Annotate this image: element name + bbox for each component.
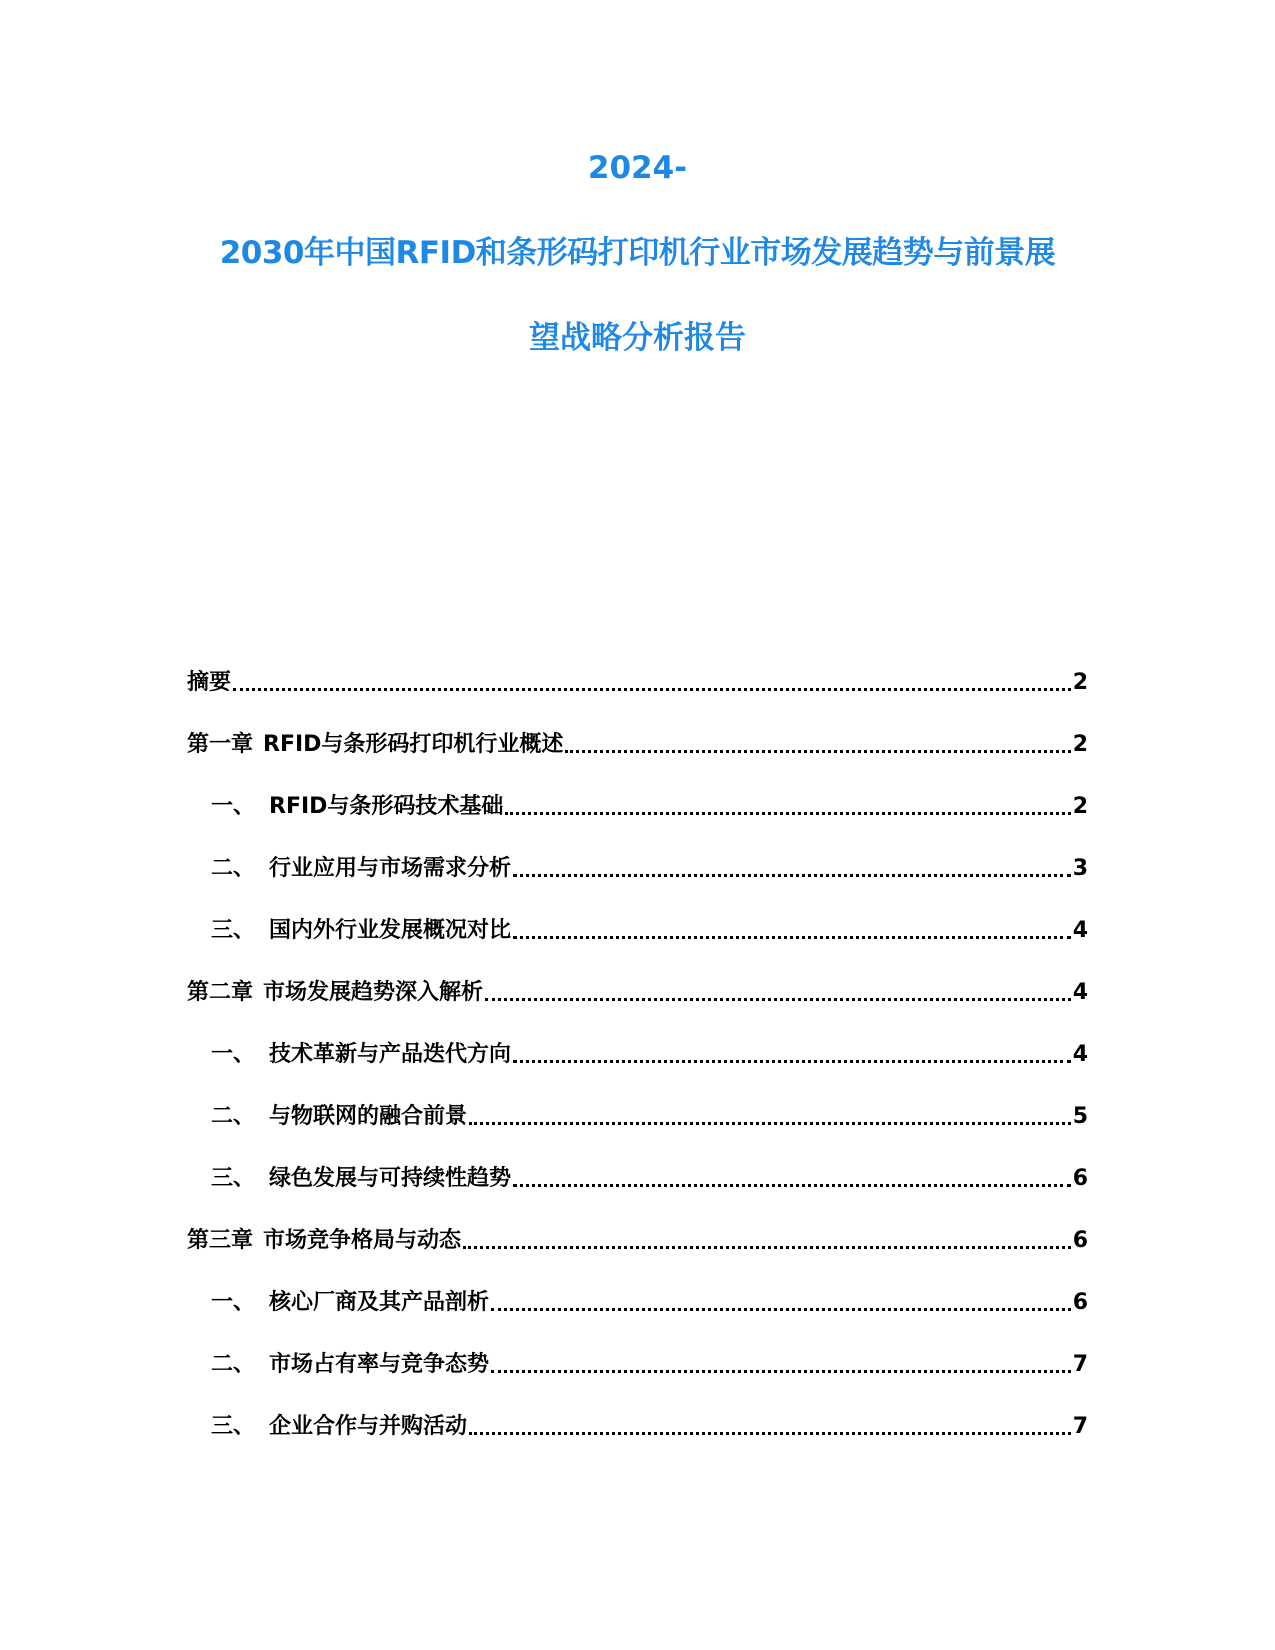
toc-section-number: 三、: [211, 1414, 256, 1439]
toc-page-number: 7: [1072, 1352, 1088, 1377]
toc-chapter-number: 第一章: [187, 732, 254, 757]
toc-leader-dots: [463, 1246, 1071, 1249]
toc-chapter-number: 第二章: [187, 980, 254, 1005]
toc-entry-abstract[interactable]: [187, 668, 1088, 698]
toc-page-number: 6: [1072, 1290, 1088, 1315]
toc-page-number: 6: [1072, 1228, 1088, 1253]
toc-entry-title: 市场发展趋势深入解析: [263, 980, 484, 1005]
toc-leader-dots: [485, 998, 1071, 1001]
toc-page-number: 2: [1072, 794, 1088, 819]
toc-entry-chapter[interactable]: [187, 1226, 1088, 1256]
toc-entry-title: 绿色发展与可持续性趋势: [269, 1166, 512, 1191]
toc-entry-title: 摘要: [187, 670, 232, 695]
toc-leader-dots: [491, 1370, 1071, 1373]
toc-section-number: 一、: [211, 794, 256, 819]
toc-leader-dots: [233, 688, 1071, 691]
toc-page-number: 3: [1072, 856, 1088, 881]
toc-section-number: 二、: [211, 1352, 256, 1377]
toc-section-number: 三、: [211, 1166, 256, 1191]
toc-page-number: 4: [1072, 980, 1088, 1005]
toc-entry-section[interactable]: [211, 792, 1088, 822]
toc-entry-chapter[interactable]: [187, 978, 1088, 1008]
toc-page-number: 4: [1072, 1042, 1088, 1067]
document-title: [0, 148, 1275, 359]
toc-entry-section[interactable]: [211, 1288, 1088, 1318]
title-line: 2030年中国RFID和条形码打印机行业市场发展趋势与前景展: [219, 235, 1056, 271]
toc-leader-dots: [469, 1122, 1071, 1125]
toc-page-number: 7: [1072, 1414, 1088, 1439]
toc-leader-dots: [513, 1060, 1071, 1063]
toc-page-number: 4: [1072, 918, 1088, 943]
toc-entry-section[interactable]: [211, 854, 1088, 884]
toc-leader-dots: [513, 936, 1071, 939]
toc-page-number: 6: [1072, 1166, 1088, 1191]
toc-entry-title: 企业合作与并购活动: [269, 1414, 468, 1439]
toc-entry-title: 行业应用与市场需求分析: [269, 856, 512, 881]
toc-entry-section[interactable]: [211, 1412, 1088, 1442]
title-line: 望战略分析报告: [529, 320, 746, 356]
toc-leader-dots: [513, 874, 1071, 877]
toc-page-number: 5: [1072, 1104, 1088, 1129]
toc-entry-section[interactable]: [211, 1350, 1088, 1380]
toc-entry-chapter[interactable]: [187, 730, 1088, 760]
title-line: 2024-: [587, 150, 688, 186]
toc-leader-dots: [491, 1308, 1071, 1311]
toc-entry-title: 与物联网的融合前景: [269, 1104, 468, 1129]
toc-leader-dots: [513, 1184, 1071, 1187]
toc-entry-section[interactable]: [211, 916, 1088, 946]
toc-section-number: 二、: [211, 856, 256, 881]
toc-entry-title: RFID与条形码技术基础: [269, 794, 504, 819]
toc-section-number: 二、: [211, 1104, 256, 1129]
toc-entry-title: 技术革新与产品迭代方向: [269, 1042, 512, 1067]
toc-page-number: 2: [1072, 732, 1088, 757]
toc-section-number: 一、: [211, 1042, 256, 1067]
toc-entry-title: RFID与条形码打印机行业概述: [263, 732, 564, 757]
toc-entry-title: 核心厂商及其产品剖析: [269, 1290, 490, 1315]
toc-leader-dots: [469, 1432, 1071, 1435]
toc-leader-dots: [565, 750, 1070, 753]
toc-entry-section[interactable]: [211, 1102, 1088, 1132]
toc-entry-title: 国内外行业发展概况对比: [269, 918, 512, 943]
toc-chapter-number: 第三章: [187, 1228, 254, 1253]
toc-entry-section[interactable]: [211, 1164, 1088, 1194]
toc-entry-title: 市场占有率与竞争态势: [269, 1352, 490, 1377]
toc-entry-section[interactable]: [211, 1040, 1088, 1070]
toc-entry-title: 市场竞争格局与动态: [263, 1228, 462, 1253]
toc-section-number: 一、: [211, 1290, 256, 1315]
toc-leader-dots: [505, 812, 1070, 815]
toc-page-number: 2: [1072, 670, 1088, 695]
toc-section-number: 三、: [211, 918, 256, 943]
